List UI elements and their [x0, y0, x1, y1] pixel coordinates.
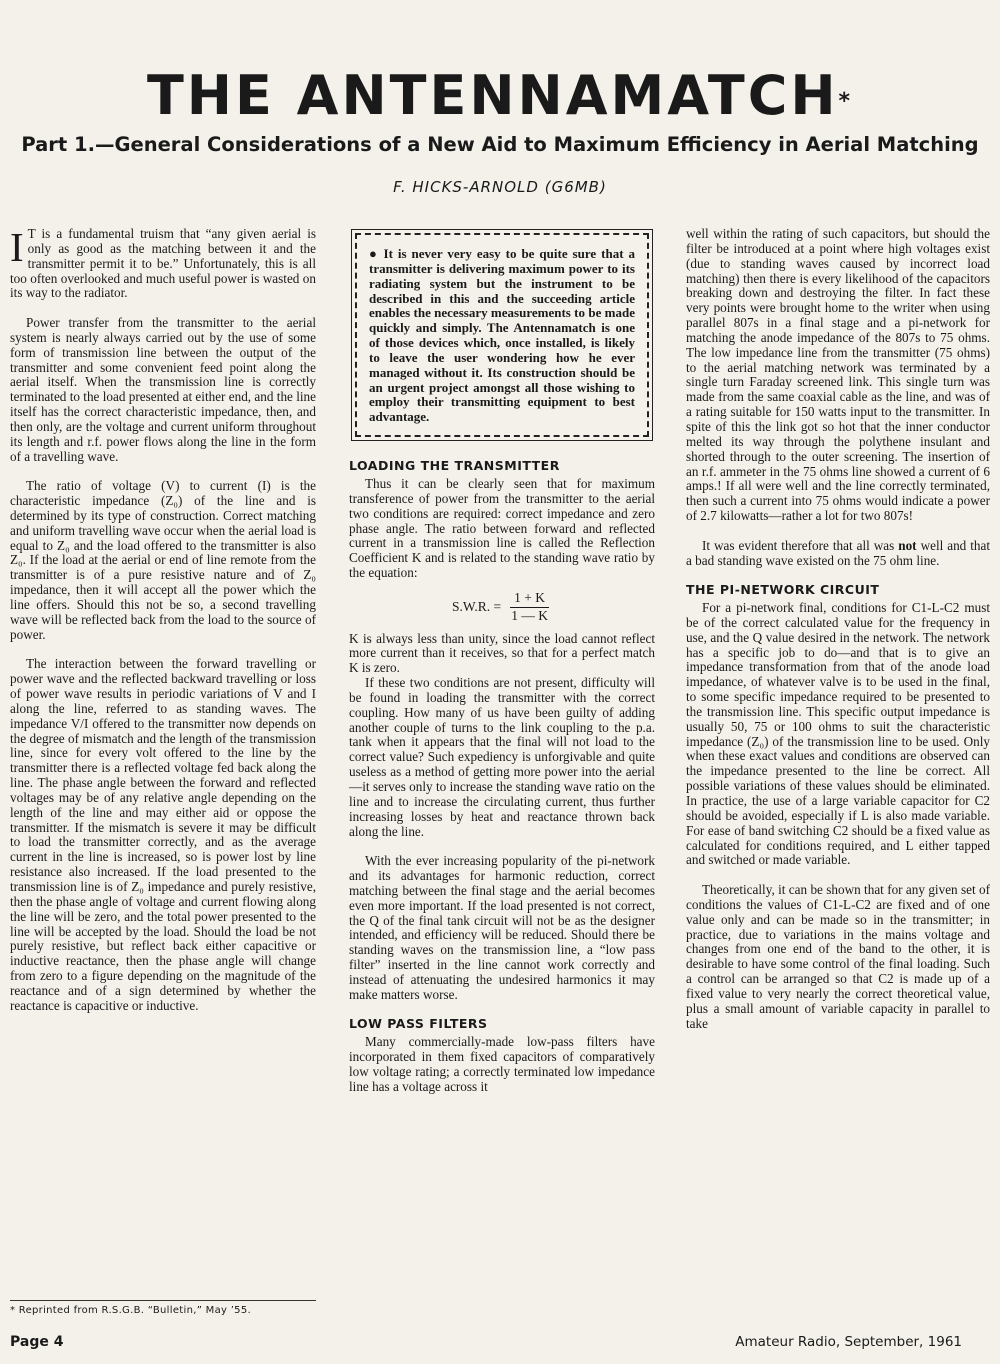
paragraph-intro-text: T is a fundamental truism that “any given aerial is only as good as the matching between it and the transmitter permit it to be.” Unfortunately, this is all too often overlooked and much useful power is wasted on its way to the radiator.: [10, 226, 316, 301]
paragraph: Many commercially-made low-pass filters have incorporated in them fixed capacitors of comparatively low voltage rating; a correctly terminated low impedance line has a voltage across it: [349, 1034, 655, 1094]
paragraph: Thus it can be clearly seen that for maximum transference of power from the transmitter to the aerial two conditions are required: correct impedance and zero phase angle. The ratio between forward and reflected current in a transmission line is called the Reflection Coefficient K and is related to the standing wave ratio by the equation:: [349, 475, 655, 581]
equation-numerator: 1 + K: [510, 591, 549, 608]
paragraph-text: well and that a bad standing wave existed on the 75 ohm line.: [686, 537, 991, 568]
article-title: [0, 66, 1000, 126]
article-subtitle: Part 1.—General Considerations of a New Aid to Maximum Efficiency in Aerial Matching: [21, 133, 979, 156]
callout-box: ● It is never very easy to be quite sure that a transmitter is delivering maximum power to its radiating system but the instrument to be described in this and the succeeding article enables the necessary measurements to be made quickly and simply. The Antennamatch is one of those devices which, once installed, is likely to leave the user wondering how he ever managed without it. Its construction should be an urgent project amongst all those wishing to employ their transmitting equipment to best advantage.: [355, 233, 649, 437]
paragraph: The ratio of voltage (V) to current (I) is the characteristic impedance (Z₀) of the line and is determined by its type of construction. Correct matching and uniform travelling wave occur when the aerial load is equal to Z₀ and the load offered to the transmitter is also Z₀. If the load at the aerial or end of line remote from the transmitter is of a pure resistive nature and of Z₀ impedance, then it will accept all the power which the line offers. Should this not be so, a second travelling wave will be reflected back from the load to the source of power.: [10, 478, 316, 642]
paragraph-intro: [10, 224, 316, 301]
column-2: [349, 227, 655, 1095]
column-1: [10, 224, 316, 1014]
section-heading: THE PI-NETWORK CIRCUIT: [686, 582, 880, 598]
paragraph: If these two conditions are not present, difficulty will be found in loading the transmitter with the correct coupling. How many of us have been guilty of adding another couple of turns to the link coupling to the p.a. tank when it appears that the final will not load to the correct value? Such expediency is unforgivable and quite useless as a method of getting more power into the aerial—it serves only to increase the standing wave ratio on the line and to increase the circulating current, thus further increasing losses by heat and reactance thrown back along the line.: [349, 675, 655, 839]
paragraph: [686, 539, 990, 569]
paragraph-text: It was evident therefore that all was: [702, 537, 895, 553]
equation-fraction: [507, 591, 552, 624]
footnote: * Reprinted from R.S.G.B. “Bulletin,” May ’55.: [10, 1305, 251, 1316]
paragraph: With the ever increasing popularity of the pi-network and its advantages for harmonic reduction, correct matching between the final stage and the aerial becomes even more important. If the load presented is not correct, the Q of the final tank circuit will not be as the designer intended, and efficiency will be reduced. Should there be standing waves on the transmission line, a “low pass filter” inserted in the line cannot work correctly and instead of attenuating the undesired harmonics it may make matters worse.: [349, 853, 655, 1002]
swr-equation: [349, 591, 655, 624]
emphasis: not: [898, 537, 917, 553]
paragraph: The interaction between the forward travelling or power wave and the reflected backward travelling or loss of power wave results in periodic variations of V and I along the line, referred to as standing waves. The impedance V/I offered to the transmitter now depends on the degree of mismatch and the length of the transmission line, since for every volt offered to the line by the transmitter there is a reflected voltage fed back along the line. The phase angle between the forward and reflected voltages may be of any relative angle depending on the length of the line and may either aid or oppose the transmitter. If the mismatch is severe it may be difficult to load the transmitter correctly, and as the average current in the line is increased, so is power lost by line resistance also increased. If the load presented to the transmission line is of Z₀ impedance and purely resistive, then the phase angle of voltage and current flowing along the line will be zero, and the total power presented to the line will be accepted by the load. Should the load be not purely resistive, but reflect back either capacitive or inductive reactance, then the phase angle will change from zero to a figure depending on the magnitude of the reactance and of a sign determined by whether the reactance is capacitive or inductive.: [10, 656, 316, 1013]
title-footnote-mark: *: [838, 89, 854, 114]
paragraph: Power transfer from the transmitter to the aerial system is nearly always carried out by the use of some form of transmission line between the output of the transmitter and some convenient feed point along the aerial itself. When the transmission line is correctly terminated to the load presented at either end, and the line itself has the correct characteristic impedance, then, and then only, are the voltage and current uniform throughout its length and r.f. power flows along the line in the form of a travelling wave.: [10, 315, 316, 464]
drop-cap: I: [10, 224, 24, 270]
paragraph: Theoretically, it can be shown that for any given set of conditions the values of C1-L-C2 are fixed and of one value only and can be made so in the transmitter; in practice, due to variations in the mains voltage and changes from one end of the band to the other, it is desirable to have some control of the final loading. Such a control can be arranged so that C2 is made up of a fixed value to very nearly the correct theoretical value, plus a small amount of variable capacity in parallel to take: [686, 881, 990, 1031]
page-number: Page 4: [10, 1334, 64, 1350]
title-text: THE ANTENNAMATCH: [146, 64, 839, 127]
equation-denominator: 1 — K: [511, 607, 548, 623]
column-3: [686, 227, 990, 1031]
footnote-divider: [10, 1300, 316, 1301]
issue-info: Amateur Radio, September, 1961: [735, 1334, 962, 1350]
equation-lhs: S.W.R. =: [452, 598, 502, 614]
paragraph: well within the rating of such capacitors, but should the filter be introduced at a point where high voltages exist (due to standing waves caused by incorrect load matching) then there is every likelihood of the capacitors breaking down and destroying the filter. In fact these very points were brought home to the writer when using parallel 807s in a final stage and a pi-network for matching the anode impedance of the 807s to 75 ohms. The low impedance line from the transmitter (75 ohms) to the aerial matching network was terminated by a single turn Faraday screened link. This single turn was made from the same coaxial cable as the line, and was of a rating suitable for 150 watts input to the transmitter. In spite of this the link got so hot that the inner conductor melted its way through the polythene insulant and shorted through to the outer screening. The insertion of an r.f. ammeter in the 75 ohms line showed a current of 6 amps.! If all were well and the line correctly terminated, then such a current into 75 ohms would indicate a power of 2.7 kilowatts—rather a lot for two 807s!: [686, 226, 990, 524]
section-heading: LOW PASS FILTERS: [349, 1016, 488, 1032]
paragraph: For a pi-network final, conditions for C1-L-C2 must be of the correct calculated value for the frequency in use, and the Q value desired in the network. The network has a specific job to do—and that is to give an impedance transformation from that of the anode load impedance, of whatever valve is to be used in the final, to some specific impedance required to be presented to the transmission line. This specific output impedance is usually 50, 75 or 100 ohms to suit the characteristic impedance (Z₀) of the transmission line to be used. Only when these exact values and conditions are observed can the impedance presented to the line be correct. All possible variations of these values should be eliminated. In practice, the use of a large variable capacitor for C2 should be avoided, especially if L is also made variable. For ease of band switching C2 should be a fixed value as calculated for conditions required, and L either tapped and switched or made variable.: [686, 600, 990, 868]
section-heading: LOADING THE TRANSMITTER: [349, 458, 560, 474]
paragraph: K is always less than unity, since the load cannot reflect more current than it receives, so that for a perfect match K is zero.: [349, 630, 655, 676]
article-author: F. HICKS-ARNOLD (G6MB): [393, 178, 607, 196]
